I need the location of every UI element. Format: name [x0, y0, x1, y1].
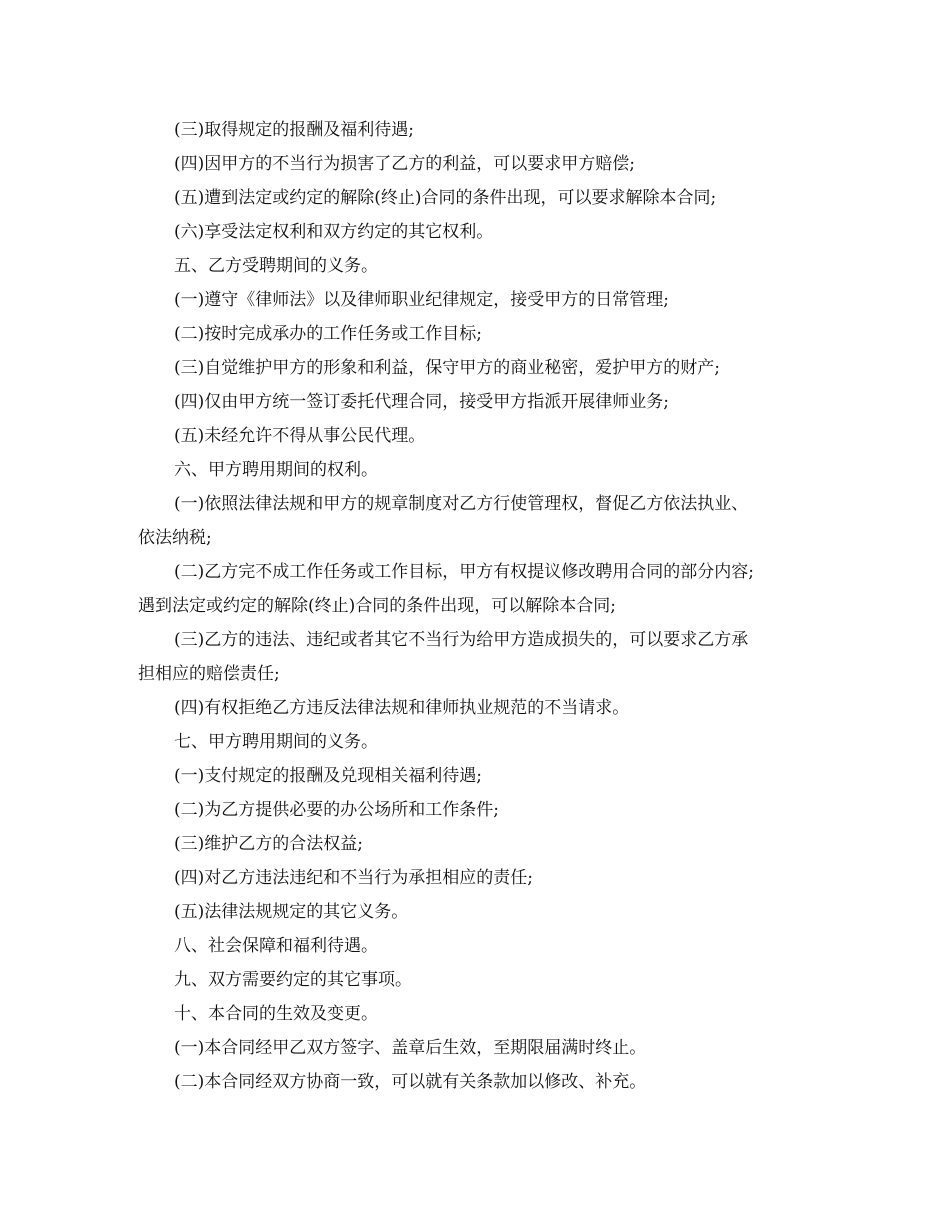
- clause-line: (五)遭到法定或约定的解除(终止)合同的条件出现，可以要求解除本合同;: [174, 188, 717, 208]
- clause-line: (四)仅由甲方统一签订委托代理合同，接受甲方指派开展律师业务;: [174, 392, 669, 412]
- clause-line: (一)依照法律法规和甲方的规章制度对乙方行使管理权，督促乙方依法执业、: [174, 494, 749, 514]
- clause-line: (六)享受法定权利和双方约定的其它权利。: [174, 222, 494, 242]
- clause-line: (三)维护乙方的合法权益;: [174, 834, 363, 854]
- clause-line: (三)自觉维护甲方的形象和利益，保守甲方的商业秘密，爱护甲方的财产;: [174, 358, 720, 378]
- section-heading: 五、乙方受聘期间的义务。: [174, 256, 378, 276]
- clause-line: (一)遵守《律师法》以及律师职业纪律规定，接受甲方的日常管理;: [174, 290, 669, 310]
- clause-line: (五)法律法规规定的其它义务。: [174, 902, 409, 922]
- clause-line: (三)乙方的违法、违纪或者其它不当行为给甲方造成损失的，可以要求乙方承: [174, 630, 749, 650]
- clause-line: (五)未经允许不得从事公民代理。: [174, 426, 426, 446]
- section-heading: 十、本合同的生效及变更。: [174, 1004, 378, 1024]
- document-body: [138, 113, 828, 1099]
- clause-line: (一)本合同经甲乙双方签字、盖章后生效，至期限届满时终止。: [174, 1038, 647, 1058]
- clause-line: (二)乙方完不成工作任务或工作目标，甲方有权提议修改聘用合同的部分内容;: [174, 562, 754, 582]
- section-heading: 六、甲方聘用期间的权利。: [174, 460, 378, 480]
- clause-line: (四)因甲方的不当行为损害了乙方的利益，可以要求甲方赔偿;: [174, 154, 635, 174]
- clause-line: (二)本合同经双方协商一致，可以就有关条款加以修改、补充。: [174, 1072, 647, 1092]
- section-heading: 八、社会保障和福利待遇。: [174, 936, 378, 956]
- clause-line-continuation: 担相应的赔偿责任;: [138, 664, 280, 684]
- section-heading: 九、双方需要约定的其它事项。: [174, 970, 412, 990]
- clause-line-continuation: 遇到法定或约定的解除(终止)合同的条件出现，可以解除本合同;: [138, 596, 616, 616]
- clause-line: (二)为乙方提供必要的办公场所和工作条件;: [174, 800, 499, 820]
- clause-line: (四)有权拒绝乙方违反法律法规和律师执业规范的不当请求。: [174, 698, 630, 718]
- section-heading: 七、甲方聘用期间的义务。: [174, 732, 378, 752]
- clause-line: (二)按时完成承办的工作任务或工作目标;: [174, 324, 482, 344]
- clause-line: (三)取得规定的报酬及福利待遇;: [174, 120, 414, 140]
- clause-line-continuation: 依法纳税;: [138, 528, 212, 548]
- clause-line: (一)支付规定的报酬及兑现相关福利待遇;: [174, 766, 482, 786]
- clause-line: (四)对乙方违法违纪和不当行为承担相应的责任;: [174, 868, 533, 888]
